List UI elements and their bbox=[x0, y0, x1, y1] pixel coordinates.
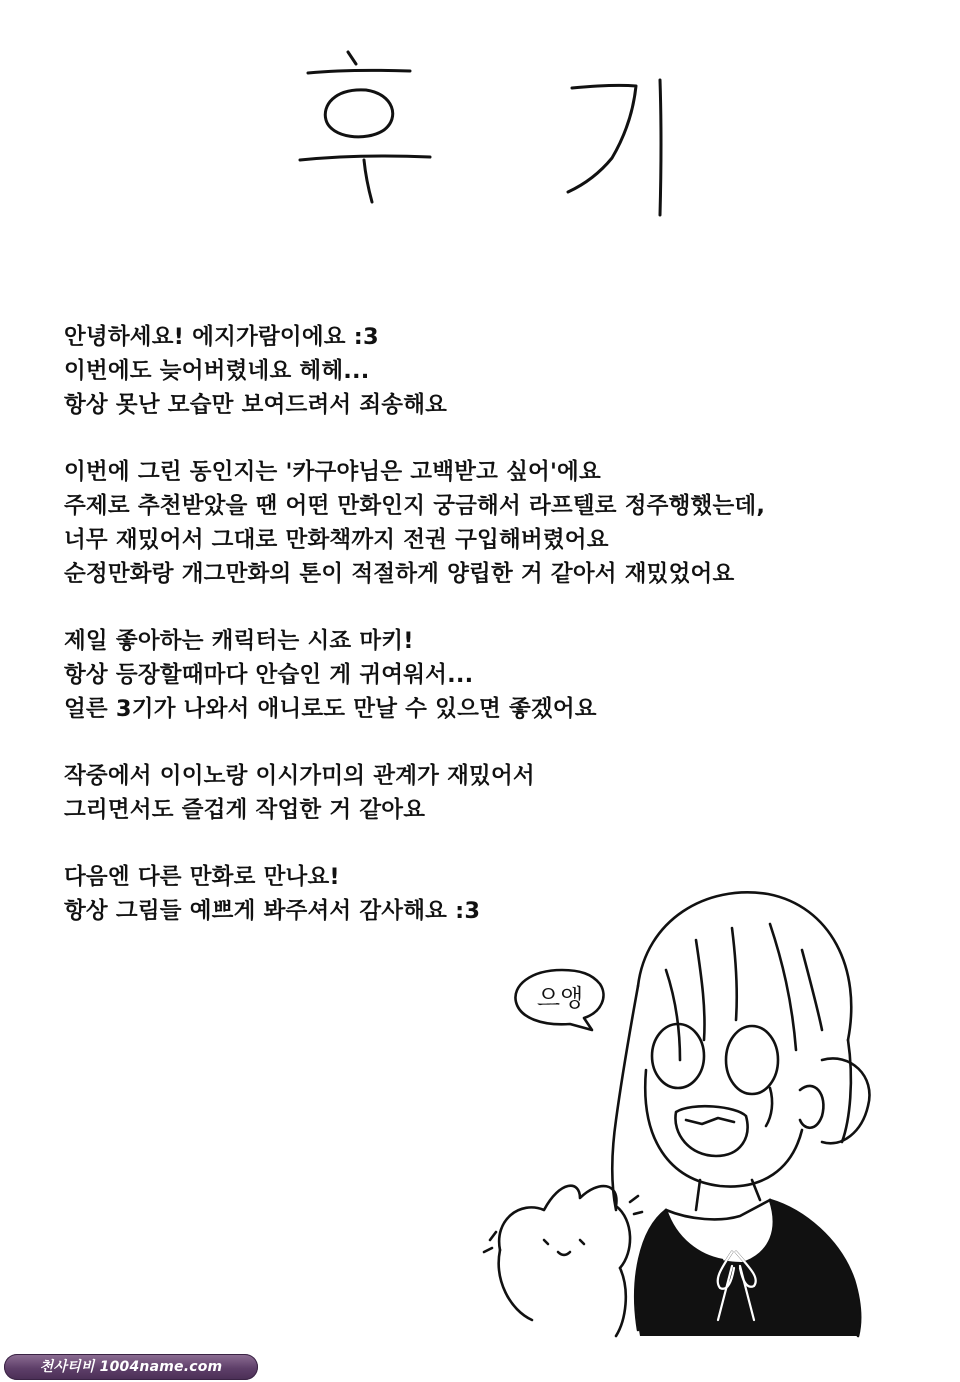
paragraph-doujin bbox=[64, 455, 924, 591]
paragraph-character bbox=[64, 624, 924, 726]
speech-bubble-text: 으앵 bbox=[536, 984, 584, 1012]
text-line: 다음엔 다른 만화로 만나요! bbox=[64, 864, 340, 890]
text-line: 얼른 3기가 나와서 애니로도 만날 수 있으면 좋겠어요 bbox=[64, 696, 597, 722]
text-line: 제일 좋아하는 캐릭터는 시죠 마키! bbox=[64, 628, 414, 654]
text-line: 항상 그림들 예쁘게 봐주셔서 감사해요 :3 bbox=[64, 898, 481, 924]
watermark-badge bbox=[4, 1354, 258, 1380]
text-line: 작중에서 이이노랑 이시가미의 관계가 재밌어서 bbox=[64, 763, 535, 789]
paragraph-relationship bbox=[64, 759, 924, 827]
text-line: 이번에도 늦어버렸네요 헤헤... bbox=[64, 358, 370, 384]
afterword-body bbox=[64, 320, 924, 961]
paragraph-greeting bbox=[64, 320, 924, 422]
text-line: 주제로 추천받았을 땐 어떤 만화인지 궁금해서 라프텔로 정주행했는데, bbox=[64, 493, 766, 519]
text-line: 항상 등장할때마다 안습인 게 귀여워서... bbox=[64, 662, 474, 688]
watermark-text: 천사티비 1004name.com bbox=[39, 1359, 223, 1375]
crying-girl-illustration bbox=[470, 880, 890, 1340]
afterword-title bbox=[0, 40, 960, 230]
text-line: 이번에 그린 동인지는 '카구야님은 고백받고 싶어'에요 bbox=[64, 459, 601, 485]
text-line: 그리면서도 즐겁게 작업한 거 같아요 bbox=[64, 797, 426, 823]
text-line: 너무 재밌어서 그대로 만화책까지 전권 구입해버렸어요 bbox=[64, 527, 609, 553]
text-line: 안녕하세요! 에지가람이에요 :3 bbox=[64, 324, 379, 350]
text-line: 순정만화랑 개그만화의 톤이 적절하게 양립한 거 같아서 재밌었어요 bbox=[64, 561, 735, 587]
text-line: 항상 못난 모습만 보여드려서 죄송해요 bbox=[64, 392, 448, 418]
title-handwriting bbox=[0, 40, 960, 230]
